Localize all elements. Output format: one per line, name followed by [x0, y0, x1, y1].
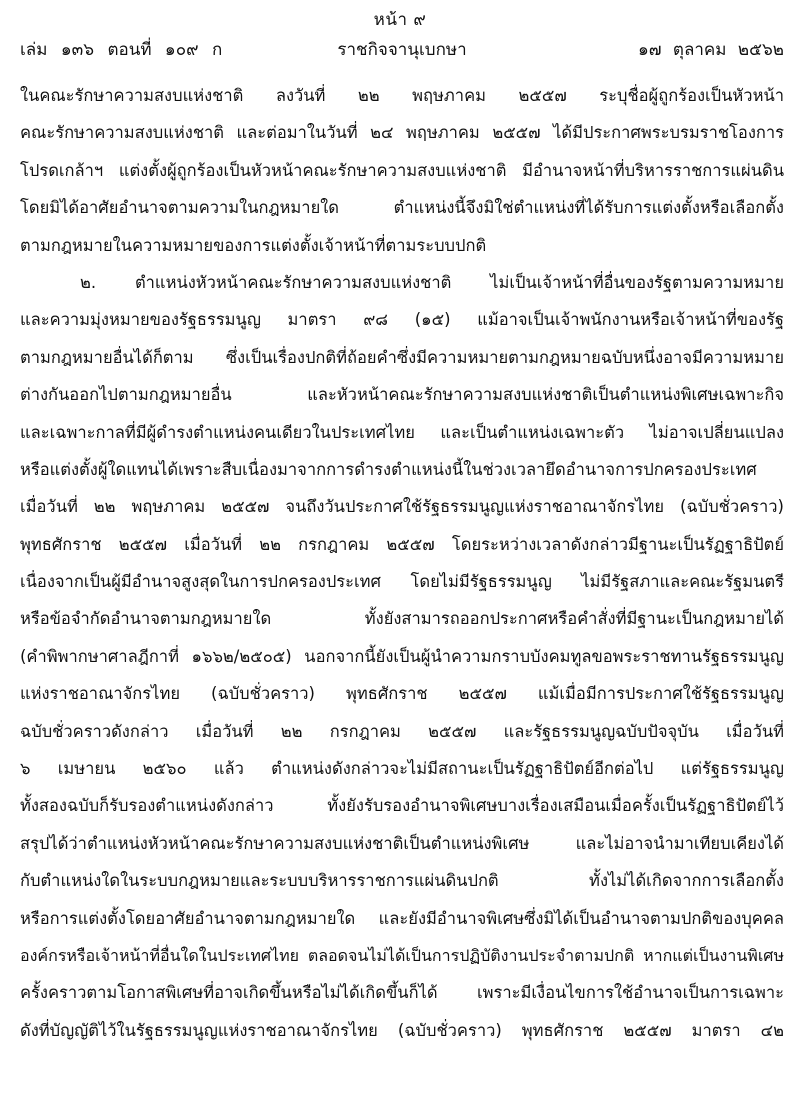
text-line: หรือข้อจำกัดอำนาจตามกฎหมายใด ทั้งยังสามารถออกประกาศหรือคำสั่งที่มีฐานะเป็นกฎหมายได้	[20, 609, 784, 629]
text-line: และเฉพาะกาลที่มีผู้ดำรงตำแหน่งคนเดียวในประเทศไทย และเป็นตำแหน่งเฉพาะตัว ไม่อาจเปลี่ยนแปลง	[20, 422, 784, 442]
text-line: (คำพิพากษาศาลฎีกาที่ ๑๖๖๒/๒๕๐๕) นอกจากนี้ยังเป็นผู้นำความกราบบังคมทูลขอพระราชทานรัฐธรรมนูญ	[20, 646, 784, 666]
text-line: องค์กรหรือเจ้าหน้าที่อื่นใดในประเทศไทย ตลอดจนไม่ได้เป็นการปฏิบัติงานประจำตามปกติ หากแต่เป็นงานพิเศษ	[20, 945, 784, 965]
text-line: ฉบับชั่วคราวดังกล่าว เมื่อวันที่ ๒๒ กรกฎาคม ๒๕๕๗ และรัฐธรรมนูญฉบับปัจจุบัน เมื่อวันที่	[20, 721, 784, 741]
text-line: โปรดเกล้าฯ แต่งตั้งผู้ถูกร้องเป็นหัวหน้าคณะรักษาความสงบแห่งชาติ มีอำนาจหน้าที่บริหารราชการแผ่นดิน	[20, 160, 784, 180]
text-line: ในคณะรักษาความสงบแห่งชาติ ลงวันที่ ๒๒ พฤษภาคม ๒๕๕๗ ระบุชื่อผู้ถูกร้องเป็นหัวหน้า	[20, 86, 784, 105]
text-line: หรือแต่งตั้งผู้ใดแทนได้เพราะสืบเนื่องมาจากการดำรงตำแหน่งนี้ในช่วงเวลายึดอำนาจการปกครองประเทศ	[20, 459, 757, 479]
text-line: พุทธศักราช ๒๕๕๗ เมื่อวันที่ ๒๒ กรกฎาคม ๒๕๕๗ โดยระหว่างเวลาดังกล่าวมีฐานะเป็นรัฏฐาธิปัตย์	[20, 534, 784, 554]
publication-title: ราชกิจจานุเบกษา	[337, 40, 467, 60]
text-line: ๖ เมษายน ๒๕๖๐ แล้ว ตำแหน่งดังกล่าวจะไม่มีสถานะเป็นรัฏฐาธิปัตย์อีกต่อไป แต่รัฐธรรมนูญ	[20, 759, 784, 779]
text-line: คณะรักษาความสงบแห่งชาติ และต่อมาในวันที่ ๒๔ พฤษภาคม ๒๕๕๗ ได้มีประกาศพระบรมราชโองการ	[20, 123, 784, 143]
text-line: ตามกฎหมายอื่นได้ก็ตาม ซึ่งเป็นเรื่องปกติที่ถ้อยคำซึ่งมีความหมายตามกฎหมายฉบับหนึ่งอาจมีความหมาย	[20, 347, 784, 367]
text-line: เมื่อวันที่ ๒๒ พฤษภาคม ๒๕๕๗ จนถึงวันประกาศใช้รัฐธรรมนูญแห่งราชอาณาจักรไทย (ฉบับชั่วคราว)	[20, 497, 784, 517]
text-line: ดังที่บัญญัติไว้ในรัฐธรรมนูญแห่งราชอาณาจักรไทย (ฉบับชั่วคราว) พุทธศักราช ๒๕๕๗ มาตรา ๔๒	[20, 1020, 784, 1040]
volume-issue: เล่ม ๑๓๖ ตอนที่ ๑๐๙ ก	[20, 40, 223, 60]
text-line: กับตำแหน่งใดในระบบกฎหมายและระบบบริหารราชการแผ่นดินปกติ ทั้งไม่ได้เกิดจากการเลือกตั้ง	[20, 871, 784, 891]
text-line: สรุปได้ว่าตำแหน่งหัวหน้าคณะรักษาความสงบแห่งชาติเป็นตำแหน่งพิเศษ และไม่อาจนำมาเทียบเคียงได้	[20, 833, 784, 853]
text-line: โดยมิได้อาศัยอำนาจตามความในกฎหมายใด ตำแหน่งนี้จึงมิใช่ตำแหน่งที่ได้รับการแต่งตั้งหรือเลือกตั้ง	[20, 198, 784, 218]
text-line: ทั้งสองฉบับก็รับรองตำแหน่งดังกล่าว ทั้งยังรับรองอำนาจพิเศษบางเรื่องเสมือนเมื่อครั้งเป็นรัฏฐาธิปัตย์ไว้	[20, 796, 784, 816]
paragraph-2-start: ๒. ตำแหน่งหัวหน้าคณะรักษาความสงบแห่งชาติ ไม่เป็นเจ้าหน้าที่อื่นของรัฐตามความหมาย	[80, 272, 784, 292]
text-line: เนื่องจากเป็นผู้มีอำนาจสูงสุดในการปกครองประเทศ โดยไม่มีรัฐธรรมนูญ ไม่มีรัฐสภาและคณะรัฐมนตรี	[20, 572, 784, 592]
page-header	[20, 36, 784, 66]
text-line: หรือการแต่งตั้งโดยอาศัยอำนาจตามกฎหมายใด และยังมีอำนาจพิเศษซึ่งมิได้เป็นอำนาจตามปกติของบุคคล	[20, 908, 784, 928]
text-line: และความมุ่งหมายของรัฐธรรมนูญ มาตรา ๙๘ (๑๕) แม้อาจเป็นเจ้าพนักงานหรือเจ้าหน้าที่ของรัฐ	[20, 310, 784, 330]
document-body	[20, 77, 784, 1049]
text-line: ตามกฎหมายในความหมายของการแต่งตั้งเจ้าหน้าที่ตามระบบปกติ	[20, 235, 487, 255]
text-line: ครั้งคราวตามโอกาสพิเศษที่อาจเกิดขึ้นหรือไม่ได้เกิดขึ้นก็ได้ เพราะมีเงื่อนไขการใช้อำนาจเป็นการเฉพาะ	[20, 983, 784, 1003]
text-line: แห่งราชอาณาจักรไทย (ฉบับชั่วคราว) พุทธศักราช ๒๕๕๗ แม้เมื่อมีการประกาศใช้รัฐธรรมนูญ	[20, 684, 784, 704]
text-line: ต่างกันออกไปตามกฎหมายอื่น และหัวหน้าคณะรักษาความสงบแห่งชาติเป็นตำแหน่งพิเศษเฉพาะกิจ	[20, 385, 784, 405]
page-number: หน้า ๙	[373, 10, 427, 30]
publication-date: ๑๗ ตุลาคม ๒๕๖๒	[637, 40, 784, 60]
